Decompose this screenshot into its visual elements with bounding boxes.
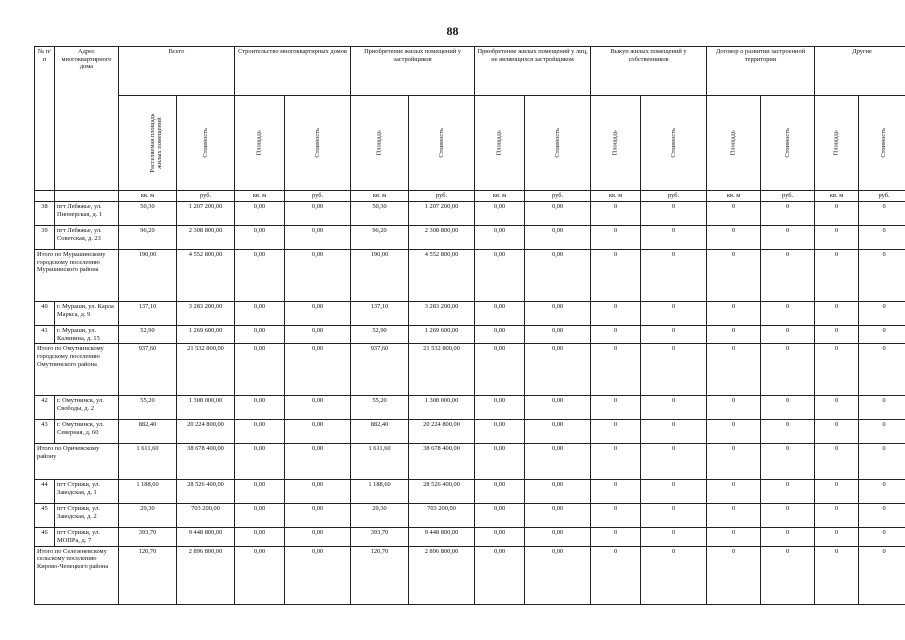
row-index: 40	[35, 302, 55, 326]
cell-area: 0	[707, 480, 761, 504]
row-address: г. Мураши, ул. Калинина, д. 15	[55, 326, 119, 344]
header-cost: Стоимость	[525, 96, 591, 191]
header-area: Площадь	[815, 96, 859, 191]
header-area: Площадь	[351, 96, 409, 191]
cell-cost: 0,00	[525, 344, 591, 396]
row-address: г. Мураши, ул. Карла Маркса, д. 9	[55, 302, 119, 326]
header-address: Адрес многоквартирного дома	[55, 47, 119, 191]
cell-cost: 4 552 800,00	[177, 250, 235, 302]
cell-cost: 0	[761, 226, 815, 250]
cell-area: 29,30	[119, 504, 177, 528]
cell-area: 0,00	[235, 326, 285, 344]
cell-cost: 0,00	[285, 202, 351, 226]
cell-area: 0	[591, 202, 641, 226]
cell-area: 0	[815, 420, 859, 444]
unit-area: кв. м	[475, 191, 525, 202]
cell-cost: 0	[859, 528, 905, 546]
header-area: Площадь	[475, 96, 525, 191]
cell-area: 0	[815, 250, 859, 302]
cell-area: 0	[591, 546, 641, 604]
cell-cost: 0	[641, 444, 707, 480]
cell-cost: 0,00	[285, 344, 351, 396]
cell-area: 190,00	[119, 250, 177, 302]
cell-cost: 1 269 600,00	[177, 326, 235, 344]
cell-cost: 21 532 800,00	[409, 344, 475, 396]
cell-area: 0	[707, 344, 761, 396]
cell-area: 96,20	[119, 226, 177, 250]
subtotal-label: Итого по Мурашинскому городскому поселению Мурашинского района	[35, 250, 119, 302]
cell-cost: 0	[859, 444, 905, 480]
unit-area: кв. м	[235, 191, 285, 202]
subtotal-label: Итого по Омутнинскому городскому поселению Омутнинского района	[35, 344, 119, 396]
unit-area: кв. м	[591, 191, 641, 202]
cell-area: 50,30	[119, 202, 177, 226]
header-cost: Стоимость	[177, 96, 235, 191]
unit-area: кв. м	[707, 191, 761, 202]
cell-cost: 0	[641, 250, 707, 302]
cell-cost: 4 552 800,00	[409, 250, 475, 302]
cell-cost: 28 526 400,00	[177, 480, 235, 504]
header-cost: Стоимость	[409, 96, 475, 191]
cell-cost: 0	[641, 202, 707, 226]
cell-area: 1 188,60	[351, 480, 409, 504]
cell-cost: 3 283 200,00	[409, 302, 475, 326]
cell-cost: 0	[761, 396, 815, 420]
cell-cost: 0,00	[285, 396, 351, 420]
cell-area: 1 611,60	[351, 444, 409, 480]
cell-area: 0	[815, 528, 859, 546]
row-address: г. Омутнинск, ул. Северная, д. 60	[55, 420, 119, 444]
cell-cost: 3 283 200,00	[177, 302, 235, 326]
row-index: 39	[35, 226, 55, 250]
unit-cost: руб.	[525, 191, 591, 202]
cell-cost: 0	[761, 480, 815, 504]
table-row	[35, 396, 905, 420]
cell-cost: 0	[859, 504, 905, 528]
cell-area: 0,00	[235, 420, 285, 444]
row-index: 45	[35, 504, 55, 528]
cell-area: 137,10	[351, 302, 409, 326]
cell-area: 0	[591, 444, 641, 480]
cell-cost: 0	[859, 326, 905, 344]
cell-cost: 0	[641, 480, 707, 504]
cell-area: 0	[591, 326, 641, 344]
cell-cost: 1 207 200,00	[177, 202, 235, 226]
cell-cost: 0	[859, 226, 905, 250]
cell-cost: 0,00	[525, 480, 591, 504]
row-address: пгт Стрижи, ул. МОПРа, д. 7	[55, 528, 119, 546]
subtotal-row	[35, 546, 905, 604]
cell-area: 0	[707, 444, 761, 480]
cell-cost: 0	[641, 326, 707, 344]
cell-area: 0	[707, 420, 761, 444]
cell-cost: 0,00	[525, 302, 591, 326]
cell-cost: 1 308 000,00	[409, 396, 475, 420]
row-address: пгт Лебяжье, ул. Советская, д. 23	[55, 226, 119, 250]
cell-area: 0	[591, 302, 641, 326]
cell-cost: 0,00	[285, 528, 351, 546]
cell-area: 0	[707, 226, 761, 250]
cell-area: 0	[707, 202, 761, 226]
unit-cell	[55, 191, 119, 202]
cell-cost: 20 224 800,00	[177, 420, 235, 444]
cell-cost: 0,00	[285, 546, 351, 604]
row-index: 42	[35, 396, 55, 420]
header-group-development-contract: Договор о развитии застроенной территории	[707, 47, 815, 96]
cell-cost: 0,00	[285, 250, 351, 302]
cell-area: 0	[707, 396, 761, 420]
unit-cost: руб.	[859, 191, 905, 202]
cell-cost: 0	[761, 528, 815, 546]
subtotal-row	[35, 250, 905, 302]
cell-area: 96,20	[351, 226, 409, 250]
cell-area: 50,30	[351, 202, 409, 226]
header-group-buyout: Выкуп жилых помещений у собственников	[591, 47, 707, 96]
cell-cost: 2 308 800,00	[409, 226, 475, 250]
cell-area: 0	[815, 396, 859, 420]
cell-cost: 1 269 600,00	[409, 326, 475, 344]
header-cost: Стоимость	[761, 96, 815, 191]
cell-cost: 0	[641, 226, 707, 250]
cell-cost: 0,00	[285, 326, 351, 344]
table-row	[35, 504, 905, 528]
cell-area: 0	[707, 326, 761, 344]
cell-area: 0,00	[475, 326, 525, 344]
cell-area: 0	[591, 420, 641, 444]
cell-area: 0,00	[475, 202, 525, 226]
cell-area: 0,00	[475, 226, 525, 250]
cell-cost: 703 200,00	[409, 504, 475, 528]
unit-area: кв. м	[351, 191, 409, 202]
cell-cost: 0	[859, 480, 905, 504]
cell-area: 120,70	[119, 546, 177, 604]
cell-cost: 0	[761, 344, 815, 396]
cell-cost: 0,00	[525, 528, 591, 546]
cell-area: 120,70	[351, 546, 409, 604]
cell-area: 0	[591, 504, 641, 528]
table-row	[35, 326, 905, 344]
cell-cost: 0,00	[285, 504, 351, 528]
cell-area: 0	[815, 480, 859, 504]
cell-cost: 0,00	[525, 326, 591, 344]
cell-area: 0	[815, 444, 859, 480]
cell-cost: 38 678 400,00	[177, 444, 235, 480]
cell-area: 0	[591, 344, 641, 396]
cell-area: 0,00	[235, 302, 285, 326]
row-address: г. Омутнинск, ул. Свободы, д. 2	[55, 396, 119, 420]
cell-cost: 21 532 800,00	[177, 344, 235, 396]
cell-area: 0,00	[475, 480, 525, 504]
table-row	[35, 480, 905, 504]
cell-area: 0	[707, 504, 761, 528]
row-index: 44	[35, 480, 55, 504]
header-group-construction: Строительство многоквартирных домов	[235, 47, 351, 96]
cell-cost: 0	[859, 250, 905, 302]
cell-area: 882,40	[351, 420, 409, 444]
cell-area: 0,00	[475, 546, 525, 604]
cell-area: 0,00	[235, 528, 285, 546]
row-index: 38	[35, 202, 55, 226]
cell-cost: 0	[761, 546, 815, 604]
cell-cost: 0,00	[285, 420, 351, 444]
cell-cost: 0,00	[525, 396, 591, 420]
cell-area: 1 188,60	[119, 480, 177, 504]
cell-area: 0,00	[475, 444, 525, 480]
cell-area: 937,60	[119, 344, 177, 396]
header-group-non-developers: Приобретение жилых помещений у лиц, не являющихся застройщиком	[475, 47, 591, 96]
cell-area: 0	[707, 250, 761, 302]
cell-area: 0	[815, 226, 859, 250]
header-group-other: Другие	[815, 47, 905, 96]
subtotal-row	[35, 444, 905, 480]
cell-area: 0	[707, 546, 761, 604]
cell-area: 0,00	[235, 546, 285, 604]
unit-area: кв. м	[815, 191, 859, 202]
cell-area: 0,00	[475, 420, 525, 444]
row-index: 41	[35, 326, 55, 344]
header-resettled-area: Расселяемая площадь жилых помещений	[119, 96, 177, 191]
header-area: Площадь	[235, 96, 285, 191]
unit-cost: руб.	[177, 191, 235, 202]
cell-cost: 0	[859, 546, 905, 604]
table-row	[35, 202, 905, 226]
cell-cost: 0	[859, 420, 905, 444]
cell-cost: 0	[641, 344, 707, 396]
cell-cost: 0	[641, 528, 707, 546]
cell-area: 0	[591, 396, 641, 420]
cell-area: 52,90	[119, 326, 177, 344]
unit-cost: руб.	[761, 191, 815, 202]
unit-cell	[35, 191, 55, 202]
page-number: 88	[446, 24, 459, 38]
cell-area: 0	[591, 480, 641, 504]
cell-area: 0,00	[475, 302, 525, 326]
row-index: 46	[35, 528, 55, 546]
cell-cost: 9 448 800,00	[409, 528, 475, 546]
cell-area: 0,00	[235, 344, 285, 396]
cell-area: 55,20	[351, 396, 409, 420]
cell-area: 0	[815, 504, 859, 528]
row-index: 43	[35, 420, 55, 444]
cell-cost: 0,00	[285, 444, 351, 480]
cell-area: 393,70	[351, 528, 409, 546]
cell-cost: 0	[761, 326, 815, 344]
cell-area: 0	[815, 546, 859, 604]
cell-cost: 0,00	[525, 250, 591, 302]
cell-area: 0	[815, 202, 859, 226]
cell-area: 0	[591, 250, 641, 302]
cell-cost: 0	[859, 344, 905, 396]
table-row	[35, 420, 905, 444]
subtotal-label: Итого по Оричевскому району	[35, 444, 119, 480]
cell-area: 0,00	[475, 344, 525, 396]
cell-area: 0	[707, 302, 761, 326]
cell-cost: 0,00	[525, 202, 591, 226]
cell-cost: 0	[641, 396, 707, 420]
cell-area: 882,40	[119, 420, 177, 444]
cell-cost: 0	[761, 302, 815, 326]
cell-cost: 0	[761, 420, 815, 444]
header-cost: Стоимость	[641, 96, 707, 191]
cell-area: 0	[815, 326, 859, 344]
cell-area: 393,70	[119, 528, 177, 546]
cell-cost: 0,00	[525, 226, 591, 250]
cell-area: 0	[707, 528, 761, 546]
header-idx: № п/п	[35, 47, 55, 191]
cell-area: 0,00	[235, 226, 285, 250]
resettlement-table	[34, 46, 905, 605]
cell-cost: 0	[641, 302, 707, 326]
cell-cost: 0	[641, 420, 707, 444]
cell-area: 0	[815, 302, 859, 326]
cell-cost: 20 224 800,00	[409, 420, 475, 444]
cell-area: 29,30	[351, 504, 409, 528]
cell-cost: 2 896 800,00	[177, 546, 235, 604]
table-row	[35, 302, 905, 326]
header-group-developers: Приобретение жилых помещений у застройщиков	[351, 47, 475, 96]
cell-cost: 0,00	[525, 546, 591, 604]
cell-cost: 0	[761, 504, 815, 528]
cell-area: 0	[591, 528, 641, 546]
unit-cost: руб.	[409, 191, 475, 202]
subtotal-label: Итого по Селезеневскому сельскому поселению Кирово-Чепецкого района	[35, 546, 119, 604]
cell-area: 52,90	[351, 326, 409, 344]
header-cost: Стоимость	[285, 96, 351, 191]
cell-cost: 0,00	[525, 444, 591, 480]
cell-cost: 2 308 800,00	[177, 226, 235, 250]
cell-area: 0,00	[235, 396, 285, 420]
table-row	[35, 528, 905, 546]
cell-area: 0,00	[235, 250, 285, 302]
cell-cost: 0	[761, 444, 815, 480]
table-body	[35, 202, 905, 605]
cell-area: 0	[815, 344, 859, 396]
cell-area: 937,60	[351, 344, 409, 396]
header-area: Площадь	[591, 96, 641, 191]
cell-cost: 38 678 400,00	[409, 444, 475, 480]
row-address: пгт Стрижи, ул. Заводская, д. 1	[55, 480, 119, 504]
cell-area: 0,00	[235, 504, 285, 528]
unit-cost: руб.	[641, 191, 707, 202]
cell-area: 190,00	[351, 250, 409, 302]
cell-cost: 1 308 000,00	[177, 396, 235, 420]
cell-area: 0,00	[235, 444, 285, 480]
cell-cost: 28 526 400,00	[409, 480, 475, 504]
cell-cost: 1 207 200,00	[409, 202, 475, 226]
cell-area: 0,00	[475, 250, 525, 302]
cell-area: 0,00	[475, 504, 525, 528]
row-address: пгт Стрижи, ул. Заводская, д. 2	[55, 504, 119, 528]
cell-area: 55,20	[119, 396, 177, 420]
cell-area: 0,00	[235, 480, 285, 504]
cell-cost: 0	[859, 396, 905, 420]
cell-cost: 0,00	[525, 420, 591, 444]
cell-area: 0,00	[475, 528, 525, 546]
subtotal-row	[35, 344, 905, 396]
cell-cost: 2 896 800,00	[409, 546, 475, 604]
cell-area: 0	[591, 226, 641, 250]
cell-cost: 0,00	[285, 480, 351, 504]
header-group-total: Всего	[119, 47, 235, 96]
cell-cost: 0,00	[285, 302, 351, 326]
cell-cost: 0	[641, 546, 707, 604]
header-area: Площадь	[707, 96, 761, 191]
cell-cost: 0	[859, 302, 905, 326]
cell-area: 137,10	[119, 302, 177, 326]
cell-cost: 0,00	[525, 504, 591, 528]
cell-cost: 9 448 800,00	[177, 528, 235, 546]
cell-cost: 0	[859, 202, 905, 226]
unit-area: кв. м	[119, 191, 177, 202]
cell-cost: 0	[761, 202, 815, 226]
cell-cost: 703 200,00	[177, 504, 235, 528]
cell-cost: 0	[761, 250, 815, 302]
unit-cost: руб.	[285, 191, 351, 202]
cell-cost: 0,00	[285, 226, 351, 250]
cell-area: 0,00	[475, 396, 525, 420]
table-row	[35, 226, 905, 250]
row-address: пгт Лебяжье, ул. Пионерская, д. 1	[55, 202, 119, 226]
cell-area: 1 611,60	[119, 444, 177, 480]
cell-cost: 0	[641, 504, 707, 528]
cell-area: 0,00	[235, 202, 285, 226]
header-cost: Стоимость	[859, 96, 905, 191]
